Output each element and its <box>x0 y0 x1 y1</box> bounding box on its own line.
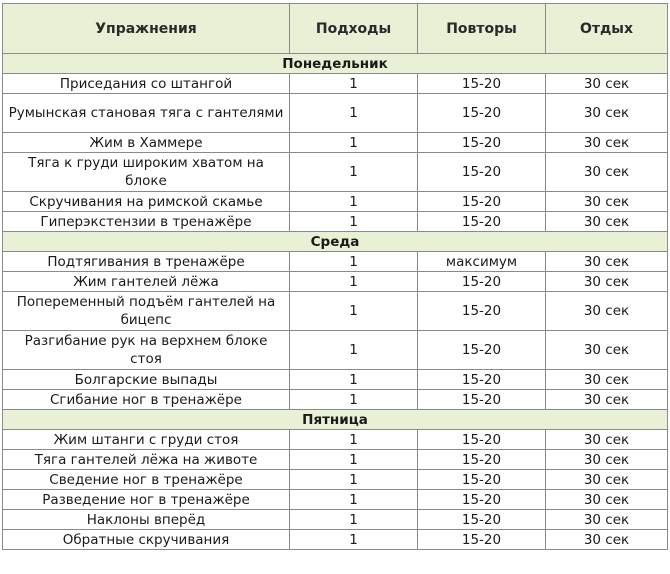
rest-cell: 30 сек <box>546 470 668 490</box>
sets-cell: 1 <box>290 370 418 390</box>
section-day-label: Пятница <box>3 410 668 430</box>
workout-table <box>2 3 668 550</box>
table-row <box>3 510 668 530</box>
rest-cell: 30 сек <box>546 390 668 410</box>
table-row <box>3 331 668 370</box>
sets-cell: 1 <box>290 430 418 450</box>
reps-cell: 15-20 <box>418 133 546 153</box>
reps-cell: 15-20 <box>418 490 546 510</box>
reps-cell: 15-20 <box>418 530 546 550</box>
table-row <box>3 272 668 292</box>
exercise-cell: Наклоны вперёд <box>3 510 290 530</box>
sets-cell: 1 <box>290 470 418 490</box>
table-row <box>3 450 668 470</box>
exercise-cell: Попеременный подъём гантелей на бицепс <box>3 292 290 331</box>
exercise-cell: Скручивания на римской скамье <box>3 192 290 212</box>
table-row <box>3 192 668 212</box>
table-row <box>3 212 668 232</box>
exercise-cell: Сведение ног в тренажёре <box>3 470 290 490</box>
header-exercise: Упражнения <box>3 4 290 54</box>
sets-cell: 1 <box>290 133 418 153</box>
exercise-cell: Подтягивания в тренажёре <box>3 252 290 272</box>
sets-cell: 1 <box>290 292 418 331</box>
rest-cell: 30 сек <box>546 450 668 470</box>
sets-cell: 1 <box>290 74 418 94</box>
rest-cell: 30 сек <box>546 510 668 530</box>
sets-cell: 1 <box>290 490 418 510</box>
rest-cell: 30 сек <box>546 370 668 390</box>
section-day-label: Среда <box>3 232 668 252</box>
rest-cell: 30 сек <box>546 490 668 510</box>
sets-cell: 1 <box>290 530 418 550</box>
sets-cell: 1 <box>290 331 418 370</box>
rest-cell: 30 сек <box>546 133 668 153</box>
exercise-cell: Тяга к груди широким хватом на блоке <box>3 153 290 192</box>
exercise-cell: Сгибание ног в тренажёре <box>3 390 290 410</box>
reps-cell: 15-20 <box>418 331 546 370</box>
exercise-cell: Жим гантелей лёжа <box>3 272 290 292</box>
exercise-cell: Жим штанги с груди стоя <box>3 430 290 450</box>
reps-cell: 15-20 <box>418 390 546 410</box>
reps-cell: 15-20 <box>418 292 546 331</box>
reps-cell: максимум <box>418 252 546 272</box>
rest-cell: 30 сек <box>546 212 668 232</box>
section-row <box>3 54 668 74</box>
reps-cell: 15-20 <box>418 192 546 212</box>
table-row <box>3 390 668 410</box>
reps-cell: 15-20 <box>418 370 546 390</box>
table-row <box>3 94 668 133</box>
exercise-cell: Обратные скручивания <box>3 530 290 550</box>
table-row <box>3 133 668 153</box>
table-row <box>3 252 668 272</box>
exercise-cell: Гиперэкстензии в тренажёре <box>3 212 290 232</box>
reps-cell: 15-20 <box>418 74 546 94</box>
reps-cell: 15-20 <box>418 153 546 192</box>
exercise-cell: Болгарские выпады <box>3 370 290 390</box>
exercise-cell: Тяга гантелей лёжа на животе <box>3 450 290 470</box>
reps-cell: 15-20 <box>418 272 546 292</box>
sets-cell: 1 <box>290 510 418 530</box>
table-row <box>3 74 668 94</box>
reps-cell: 15-20 <box>418 94 546 133</box>
sets-cell: 1 <box>290 153 418 192</box>
section-row <box>3 410 668 430</box>
rest-cell: 30 сек <box>546 331 668 370</box>
exercise-cell: Разгибание рук на верхнем блоке стоя <box>3 331 290 370</box>
reps-cell: 15-20 <box>418 212 546 232</box>
table-row <box>3 370 668 390</box>
rest-cell: 30 сек <box>546 530 668 550</box>
header-reps: Повторы <box>418 4 546 54</box>
rest-cell: 30 сек <box>546 272 668 292</box>
rest-cell: 30 сек <box>546 94 668 133</box>
table-row <box>3 530 668 550</box>
sets-cell: 1 <box>290 212 418 232</box>
sets-cell: 1 <box>290 272 418 292</box>
table-row <box>3 292 668 331</box>
rest-cell: 30 сек <box>546 192 668 212</box>
reps-cell: 15-20 <box>418 430 546 450</box>
reps-cell: 15-20 <box>418 470 546 490</box>
section-day-label: Понедельник <box>3 54 668 74</box>
sets-cell: 1 <box>290 252 418 272</box>
sets-cell: 1 <box>290 390 418 410</box>
section-row <box>3 232 668 252</box>
table-body <box>3 54 668 550</box>
header-sets: Подходы <box>290 4 418 54</box>
rest-cell: 30 сек <box>546 430 668 450</box>
table-row <box>3 490 668 510</box>
table-row <box>3 430 668 450</box>
header-row <box>3 4 668 54</box>
sets-cell: 1 <box>290 450 418 470</box>
exercise-cell: Румынская становая тяга с гантелями <box>3 94 290 133</box>
sets-cell: 1 <box>290 192 418 212</box>
reps-cell: 15-20 <box>418 450 546 470</box>
exercise-cell: Жим в Хаммере <box>3 133 290 153</box>
exercise-cell: Приседания со штангой <box>3 74 290 94</box>
header-rest: Отдых <box>546 4 668 54</box>
rest-cell: 30 сек <box>546 292 668 331</box>
rest-cell: 30 сек <box>546 153 668 192</box>
reps-cell: 15-20 <box>418 510 546 530</box>
exercise-cell: Разведение ног в тренажёре <box>3 490 290 510</box>
sets-cell: 1 <box>290 94 418 133</box>
table-row <box>3 153 668 192</box>
rest-cell: 30 сек <box>546 74 668 94</box>
rest-cell: 30 сек <box>546 252 668 272</box>
table-row <box>3 470 668 490</box>
